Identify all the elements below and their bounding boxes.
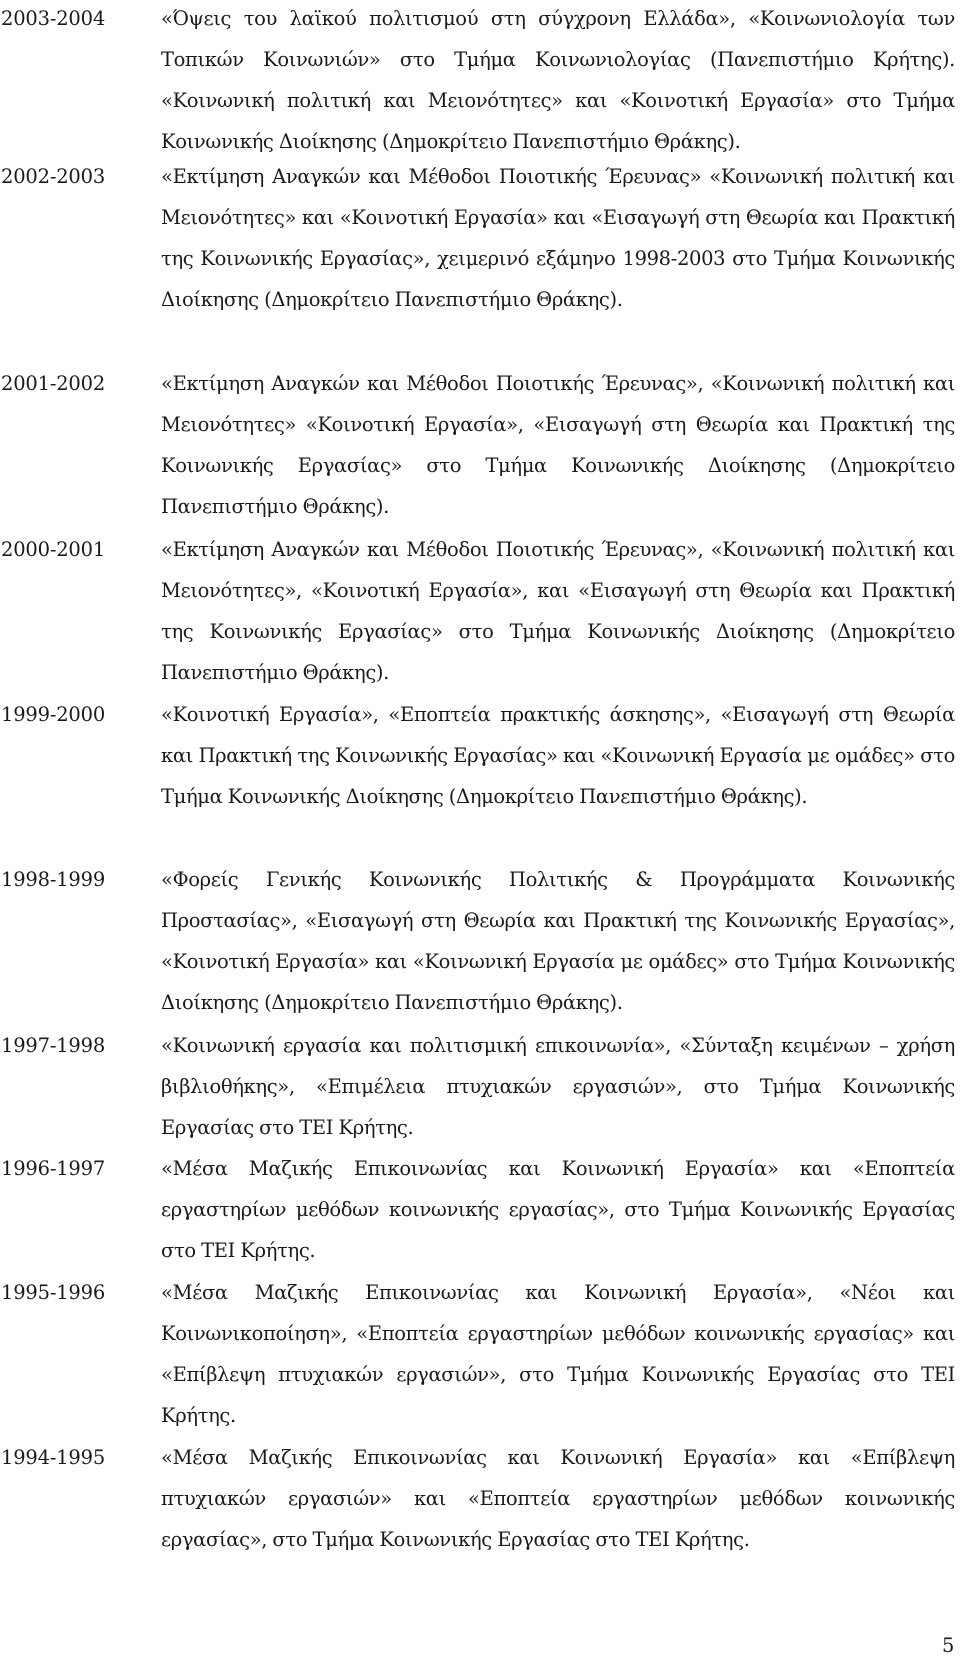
entry-years: 2002-2003: [1, 165, 106, 188]
entry-years: 1997-1998: [1, 1034, 106, 1057]
entry-description: «Κοινωνική εργασία και πολιτισμική επικοινωνία», «Σύνταξη κειμένων – χρήση βιβλιοθήκης», «Επιμέλεια πτυχιακών εργασιών», στο Τμήμα Κοινωνικής Εργασίας στο ΤΕΙ Κρήτης.: [161, 1034, 955, 1139]
entry-description: «Εκτίμηση Αναγκών και Μέθοδοι Ποιοτικής Έρευνας», «Κοινωνική πολιτική και Μειονότητες», «Κοινοτική Εργασία», και «Εισαγωγή στη Θεωρία και Πρακτική της Κοινωνικής Εργασίας» στο Τμήμα Κοινωνικής Διοίκησης (Δημοκρίτειο Πανεπιστήμιο Θράκης).: [161, 538, 955, 684]
entry-description: «Φορείς Γενικής Κοινωνικής Πολιτικής & Προγράμματα Κοινωνικής Προστασίας», «Εισαγωγή στη Θεωρία και Πρακτική της Κοινωνικής Εργασίας», «Κοινοτική Εργασία» και «Κοινωνική Εργασία με ομάδες» στο Τμήμα Κοινωνικής Διοίκησης (Δημοκρίτειο Πανεπιστήμιο Θράκης).: [161, 868, 955, 1014]
entry-description: «Εκτίμηση Αναγκών και Μέθοδοι Ποιοτικής Έρευνας» «Κοινωνική πολιτική και Μειονότητες» και «Κοινοτική Εργασία» και «Εισαγωγή στη Θεωρία και Πρακτική της Κοινωνικής Εργασίας», χειμερινό εξάμηνο 1998-2003 στο Τμήμα Κοινωνικής Διοίκησης (Δημοκρίτειο Πανεπιστήμιο Θράκης).: [161, 165, 955, 311]
page-number: 5: [942, 1634, 955, 1657]
entry-description: «Μέσα Μαζικής Επικοινωνίας και Κοινωνική Εργασία» και «Εποπτεία εργαστηρίων μεθόδων κοινωνικής εργασίας», στο Τμήμα Κοινωνικής Εργασίας στο ΤΕΙ Κρήτης.: [161, 1157, 955, 1262]
entry-years: 2003-2004: [1, 7, 106, 30]
entry-years: 1998-1999: [1, 868, 106, 891]
entry-years: 1995-1996: [1, 1281, 106, 1304]
entry-years: 2000-2001: [1, 538, 106, 561]
entry-description: «Μέσα Μαζικής Επικοινωνίας και Κοινωνική Εργασία», «Νέοι και Κοινωνικοποίηση», «Εποπτεία εργαστηρίων μεθόδων κοινωνικής εργασίας» και «Επίβλεψη πτυχιακών εργασιών», στο Τμήμα Κοινωνικής Εργασίας στο ΤΕΙ Κρήτης.: [161, 1281, 955, 1427]
entry-description: «Κοινοτική Εργασία», «Εποπτεία πρακτικής άσκησης», «Εισαγωγή στη Θεωρία και Πρακτική της Κοινωνικής Εργασίας» και «Κοινωνική Εργασία με ομάδες» στο Τμήμα Κοινωνικής Διοίκησης (Δημοκρίτειο Πανεπιστήμιο Θράκης).: [161, 703, 955, 808]
entry-description: «Μέσα Μαζικής Επικοινωνίας και Κοινωνική Εργασία» και «Επίβλεψη πτυχιακών εργασιών» και «Εποπτεία εργαστηρίων μεθόδων κοινωνικής εργασίας», στο Τμήμα Κοινωνικής Εργασίας στο ΤΕΙ Κρήτης.: [161, 1446, 955, 1551]
entry-years: 1996-1997: [1, 1157, 106, 1180]
entry-description: «Όψεις του λαϊκού πολιτισμού στη σύγχρονη Ελλάδα», «Κοινωνιολογία των Τοπικών Κοινωνιών» στο Τμήμα Κοινωνιολογίας (Πανεπιστήμιο Κρήτης). «Κοινωνική πολιτική και Μειονότητες» και «Κοινοτική Εργασία» στο Τμήμα Κοινωνικής Διοίκησης (Δημοκρίτειο Πανεπιστήμιο Θράκης).: [161, 7, 955, 153]
entry-years: 1999-2000: [1, 703, 106, 726]
entry-description: «Εκτίμηση Αναγκών και Μέθοδοι Ποιοτικής Έρευνας», «Κοινωνική πολιτική και Μειονότητες» «Κοινοτική Εργασία», «Εισαγωγή στη Θεωρία και Πρακτική της Κοινωνικής Εργασίας» στο Τμήμα Κοινωνικής Διοίκησης (Δημοκρίτειο Πανεπιστήμιο Θράκης).: [161, 372, 955, 518]
entry-years: 1994-1995: [1, 1446, 106, 1469]
entry-years: 2001-2002: [1, 372, 106, 395]
